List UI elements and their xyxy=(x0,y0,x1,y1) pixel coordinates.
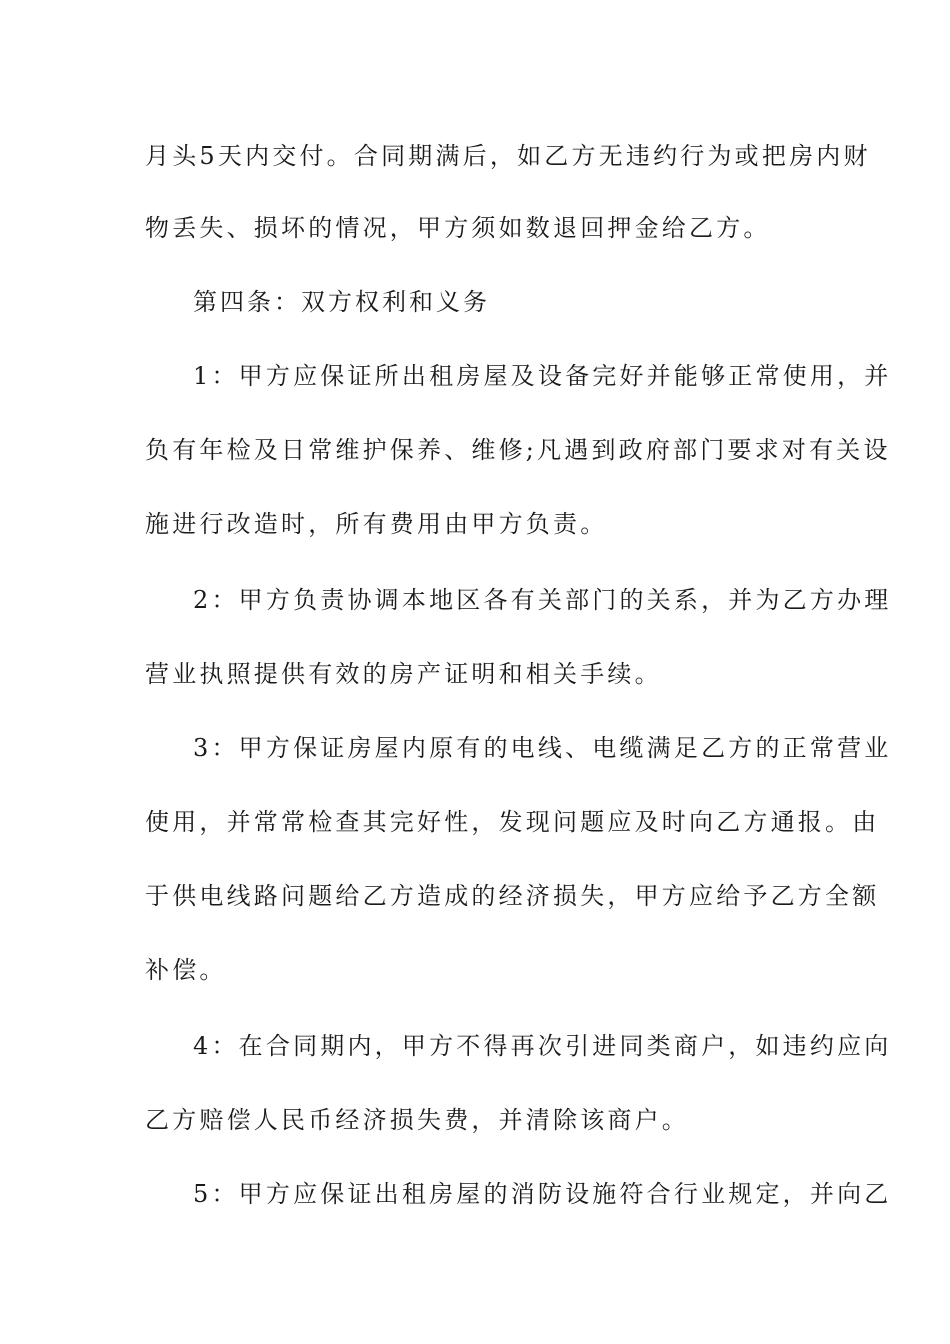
clause-3-line: 3：甲方保证房屋内原有的电线、电缆满足乙方的正常营业 xyxy=(193,734,892,762)
body-line: 物丢失、损坏的情况，甲方须如数退回押金给乙方。 xyxy=(145,214,771,242)
body-line: 乙方赔偿人民币经济损失费，并清除该商户。 xyxy=(145,1106,689,1134)
section-heading: 第四条：双方权利和义务 xyxy=(193,288,490,316)
body-line: 使用，并常常检查其完好性，发现问题应及时向乙方通报。由 xyxy=(145,808,880,836)
body-line: 补偿。 xyxy=(145,956,227,984)
clause-2-line: 2：甲方负责协调本地区各有关部门的关系，并为乙方办理 xyxy=(193,586,892,614)
clause-4-line: 4：在合同期内，甲方不得再次引进同类商户，如违约应向 xyxy=(193,1032,892,1060)
body-line: 于供电线路问题给乙方造成的经济损失，甲方应给予乙方全额 xyxy=(145,882,880,910)
clause-1-line: 1：甲方应保证所出租房屋及设备完好并能够正常使用，并 xyxy=(193,362,892,390)
body-line: 施进行改造时，所有费用由甲方负责。 xyxy=(145,510,608,538)
body-line: 月头5天内交付。合同期满后，如乙方无违约行为或把房内财 xyxy=(145,142,871,170)
clause-5-line: 5：甲方应保证出租房屋的消防设施符合行业规定，并向乙 xyxy=(193,1180,892,1208)
body-line: 负有年检及日常维护保养、维修;凡遇到政府部门要求对有关设 xyxy=(145,436,891,464)
body-line: 营业执照提供有效的房产证明和相关手续。 xyxy=(145,660,662,688)
